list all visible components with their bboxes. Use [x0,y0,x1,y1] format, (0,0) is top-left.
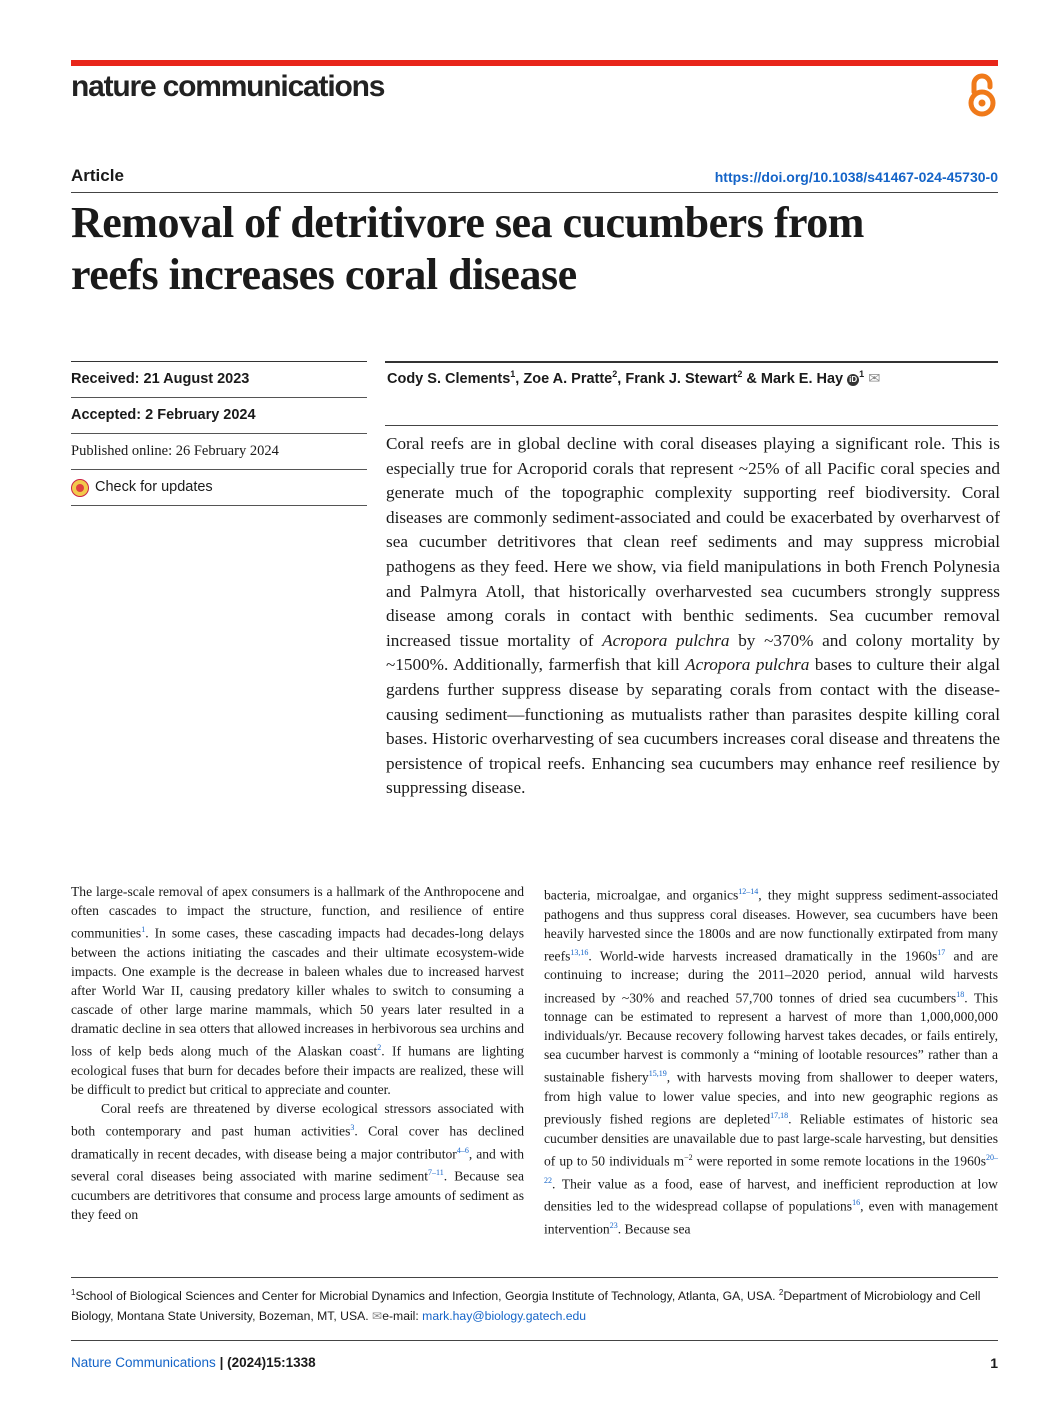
accepted-row [71,398,367,434]
paragraph: The large-scale removal of apex consumers is a hallmark of the Anthropocene and often cascades to impact the structure, function, and resilience of entire communities$^1$. In some cases, these cascading impacts had decades-long delays between the actions initiating the cascades and their ultimate ecosystem-wide impacts. One example is the decrease in baleen whales due to increased harvest after World War II, causing predatory killer whales to switch to consuming a cascade of other large marine mammals, which 50 years later resulted in a dramatic decline in sea otters that allowed increases in herbivorous sea urchins and loss of kelp beds along much of the Alaskan coast$^2$. If humans are lighting ecological fuses that burn for decades before their impacts are realized, these will be difficult to predict but critical to appreciate and counter. [71,884,524,1097]
check-updates-row[interactable] [71,470,367,506]
reference-link[interactable]: 2 [377,1043,382,1053]
affiliation-marker: 2 [737,369,743,379]
paragraph: bacteria, microalgae, and organics$^{12-14}$, they might suppress sediment-associated pathogens and thus suppress coral diseases. However, sea cucumbers have been heavily harvested since the 1800s and are now functionally extirpated from many reefs$^{13,16}$. World-wide harvests increased dramatically in the $1960s^{17}$ and are continuing to increase; during the 2011–2020 period, annual wild harvests increased by ~30% and reached 57,700 tonnes of dried sea cucumbers$^{18}$. This tonnage can be estimated to represent a harvest of more than 1,000,000,000 individuals/yr. Because recovery following harvest takes decades, or fails entirely, sea cucumber harvest is commonly a “mining of lootable resources” rather than a sustainable fishery$^{15,19}$, with harvests moving from shallower to deeper waters, from high value to lower value species, and into new geographic regions as previously fished regions are depleted$^{17,18}$. Reliable estimates of historic sea cucumber densities are unavailable due to past large-scale harvesting, but densities of up to 50 individuals $m^{-2}$ were reported in some remote locations in the $1960s^{20-22}$. Their value as a food, ease of harvest, and inefficient reproduction at low densities led to the widespread collapse of populations$^{16}$, even with management intervention$^{23}$. Because sea [544,887,998,1237]
reference-link[interactable]: 7–11 [428,1168,444,1178]
header-red-bar [71,60,998,66]
body-column-2 [544,882,998,1238]
reference-link[interactable]: 4–6 [456,1145,469,1155]
footer-journal-link[interactable]: Nature Communications [71,1355,216,1370]
dates-panel [71,361,367,506]
footer-citation [71,1355,316,1370]
article-title [71,197,1011,301]
abstract-text: bases to culture their algal gardens further suppress disease by separating corals from contact with the disease-causing sediment—functioning as mutualists rather than parasites despite killing coral bases. Historic overharvesting of sea cucumbers increases coral disease and threatens the persistence of tropical reefs. Enhancing sea cucumbers may enhance reef resilience by suppressing disease. [386,655,1000,798]
abstract-divider [385,425,998,426]
paragraph: Coral reefs are threatened by diverse ecological stressors associated with both contemporary and past human activities$^3$. Coral cover has declined dramatically in recent decades, with disease being a major contributor$^{4-6}$, and with several coral diseases being associated with marine sediment$^{7-11}$. Because sea cucumbers are detritivores that consume and process large amounts of sediment as they feed on [71,1101,524,1223]
title-divider [71,192,998,193]
superscript: −2 [684,1152,693,1162]
reference-link[interactable]: 3 [350,1123,355,1133]
published-row [71,434,367,470]
footer-volume: | (2024)15:1338 [215,1355,316,1370]
orcid-icon[interactable]: iD [849,374,858,384]
footer-divider [71,1340,998,1341]
body-column-1 [71,882,524,1224]
check-updates-icon [71,479,89,497]
published-date: Published online: 26 February 2024 [71,443,279,459]
authors-divider [385,361,998,363]
email-label: e-mail: [382,1309,423,1324]
affiliations-footnote: $^1$School of Biological Sciences and Center for Microbial Dynamics and Infection, Georgia Institute of Technology, Atlanta, GA, USA. $^2$Department of Microbiology and Cell Biology, Montana State University, Bozeman, MT, USA. ✉e-mail: mark.hay@biology.gatech.edu [71,1288,981,1324]
author-name[interactable]: , Zoe A. Pratte [515,370,613,387]
received-date: Received: 21 August 2023 [71,371,250,387]
abstract-text: Coral reefs are in global decline with coral diseases playing a significant role. This is especially true for Acroporid corals that represent ~25% of all Pacific coral species and generate much of the topographic complexity supporting reef biodiversity. Coral diseases are commonly sediment-associated and could be exacerbated by overharvest of sea cucumber detritivores that clean reef sediments and may suppress microbial pathogens as they feed. Here we show, via field manipulations in both French Polynesia and Palmyra Atoll, that historically overharvested sea cucumbers strongly suppress disease among corals in contact with benthic sediments. Sea cucumber removal increased tissue mortality of [386,434,1000,650]
species-name: Acropora pulchra [602,630,730,650]
author-name[interactable]: Cody S. Clements [387,370,511,387]
species-name: Acropora pulchra [685,655,810,675]
footnote-divider [71,1277,998,1278]
accepted-date: Accepted: 2 February 2024 [71,407,256,423]
reference-link[interactable]: 16 [852,1198,861,1208]
affiliation-marker: 2 [612,369,618,379]
author-name[interactable]: & Mark E. Hay [742,370,844,387]
title-line-2: reefs increases coral disease [71,250,577,299]
affiliation-marker: 1 [510,369,516,379]
reference-link[interactable]: 17,18 [770,1111,789,1121]
article-type: Article [71,166,124,185]
doi-link[interactable]: https://doi.org/10.1038/s41467-024-45730-0 [714,169,998,185]
affiliation-marker: 1 [859,369,865,379]
email-envelope-icon[interactable]: ✉ [868,370,881,387]
email-link[interactable]: mark.hay@biology.gatech.edu [422,1309,587,1324]
reference-link[interactable]: 20–22 [544,1152,998,1185]
reference-link[interactable]: 17 [937,947,946,957]
open-access-icon [964,72,1000,118]
affiliation-1: School of Biological Sciences and Center for Microbial Dynamics and Infection, Georgia Institute of Technology, Atlanta, GA, USA. [75,1289,779,1304]
reference-link[interactable]: 15,19 [648,1069,667,1079]
received-row [71,361,367,398]
affiliation-2: Department of Microbiology and Cell Biology, Montana State University, Bozeman, MT, USA. [71,1289,981,1324]
check-updates-label[interactable]: Check for updates [95,479,213,495]
reference-link[interactable]: 13,16 [570,947,589,957]
author-list [387,369,880,387]
journal-name: nature communications [71,70,385,103]
page-number: 1 [990,1355,998,1371]
title-line-1: Removal of detritivore sea cucumbers from [71,198,864,247]
reference-link[interactable]: 12–14 [738,887,759,896]
reference-link[interactable]: 23 [609,1220,618,1230]
email-envelope-icon: ✉ [371,1309,383,1324]
abstract-text: by ~370% and colony mortality by ~1500%. Additionally, farmerfish that kill [386,630,1000,675]
abstract [386,432,1000,801]
reference-link[interactable]: 18 [956,989,965,999]
reference-link[interactable]: 1 [141,925,146,935]
author-name[interactable]: , Frank J. Stewart [617,370,738,387]
